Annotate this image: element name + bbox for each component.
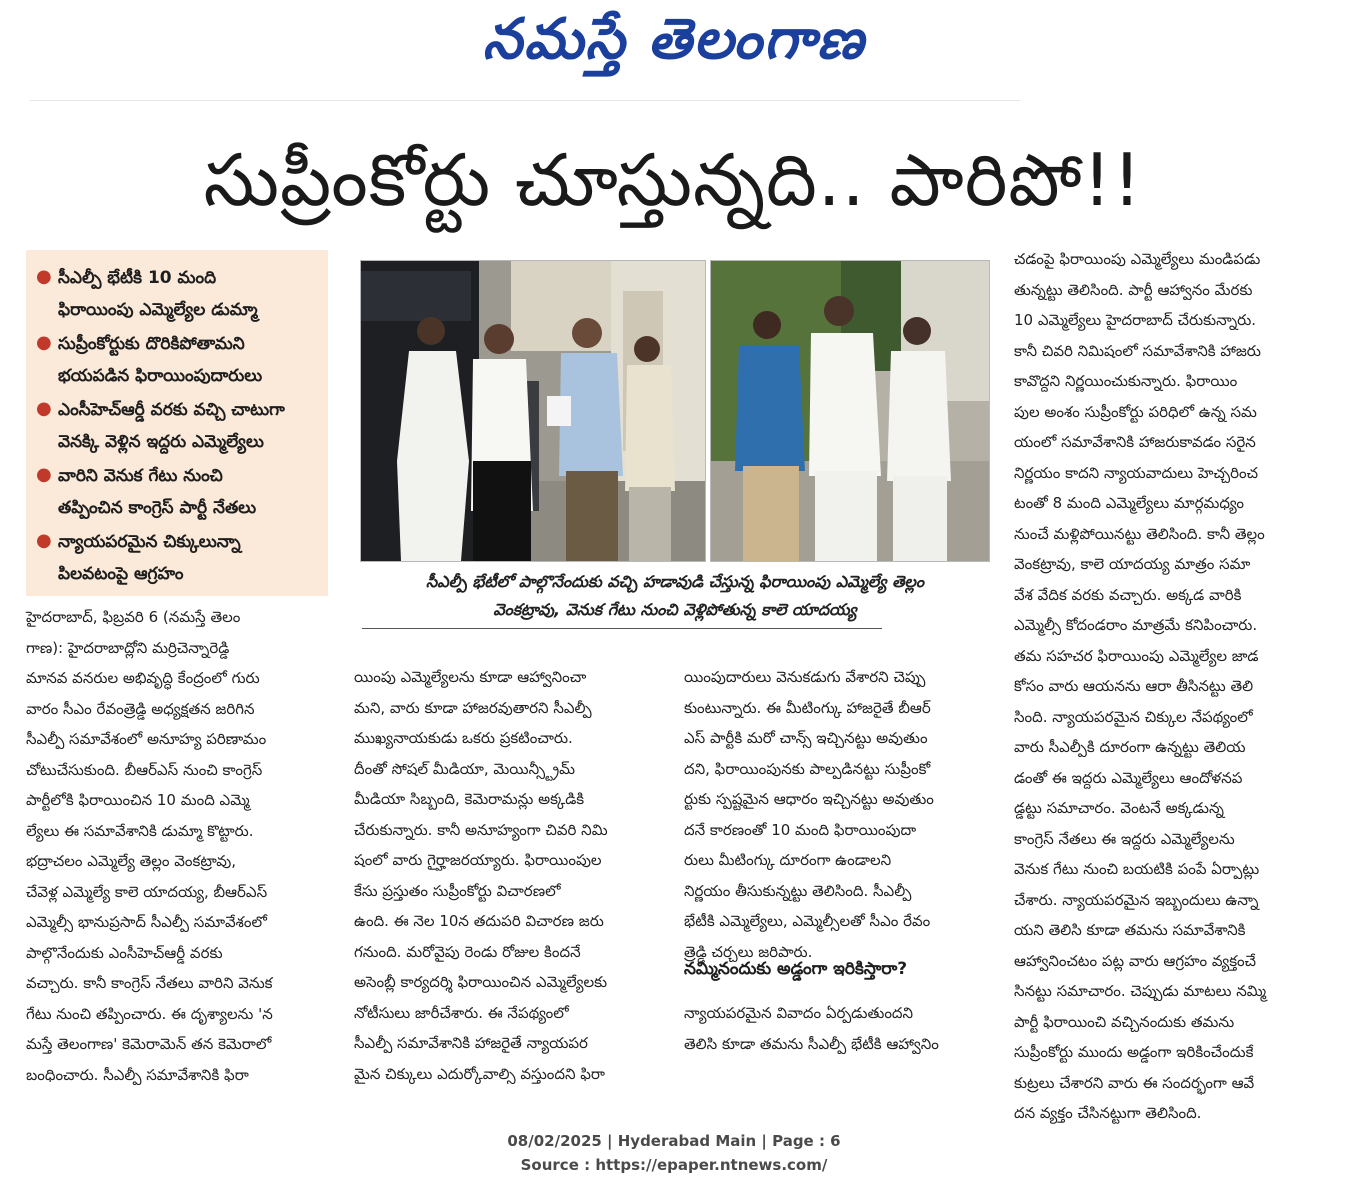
- text-line: గనుంది. మరోవైపు రెండు రోజుల కిందనే: [354, 942, 581, 961]
- text-line: చేశారు. న్యాయపరమైన ఇబ్బందులు ఉన్నా: [1014, 890, 1259, 909]
- newspaper-masthead-logo: నమస్తే తెలంగాణ: [482, 7, 866, 72]
- text-line: ర్టుకు స్పష్టమైన ఆధారం ఇచ్చినట్టు అవుతుం: [684, 790, 934, 808]
- highlight-line: ఎంసీహెచ్ఆర్డీ వరకు వచ్చి చాటుగా: [58, 400, 285, 420]
- text-line: టంతో 8 మంది ఎమ్మెల్యేలు మార్గమధ్యం: [1014, 494, 1244, 512]
- text-line: వారం సీఎం రేవంత్రెడ్డి అధ్యక్షతన జరిగిన: [26, 699, 255, 718]
- text-line: వెనుక గేటు నుంచి బయటికి పంపే ఏర్పాట్లు: [1014, 860, 1260, 878]
- article-subheading: నమ్మినందుకు అడ్డంగా ఇరికిస్తారా?: [684, 959, 908, 979]
- highlight-line: తప్పించిన కాంగ్రెస్ పార్టీ నేతలు: [58, 498, 257, 518]
- text-line: తున్నట్టు తెలిసింది. పార్టీ ఆహ్వానం మేరకు: [1014, 280, 1253, 299]
- text-line: ఎమ్మెల్సీ కోదండరాం మాత్రమే కనిపించారు.: [1014, 616, 1258, 634]
- news-photo-arrival: [360, 260, 706, 562]
- text-line: నుంచే మళ్లిపోయినట్టు తెలిసింది. కానీ తెల్లం: [1014, 524, 1265, 543]
- text-line: పుల అంశం సుప్రీంకోర్టు పరిధిలో ఉన్న సమ: [1014, 402, 1257, 421]
- text-line: మానవ వనరుల అభివృద్ధి కేంద్రంలో గురు: [26, 669, 260, 687]
- text-line: ల్యేలు ఈ సమావేశానికి డుమ్మా కొట్టారు.: [26, 821, 254, 840]
- text-line: షంలో వారు గైర్హాజరయ్యారు. ఫిరాయింపుల: [354, 851, 602, 869]
- source-link[interactable]: Source : https://epaper.ntnews.com/: [520, 1156, 828, 1174]
- text-line: సీఎల్పీ సమావేశానికి హాజరైతే న్యాయపర: [354, 1034, 588, 1052]
- text-line: దనే కారణంతో 10 మంది ఫిరాయింపుదా: [684, 820, 917, 839]
- text-line: మని, వారు కూడా హాజరవుతారని సీఎల్పీ: [354, 698, 592, 717]
- text-line: దన వ్యక్తం చేసినట్టుగా తెలిసింది.: [1014, 1104, 1202, 1122]
- text-line: అసెంబ్లీ కార్యదర్శి ఫిరాయించిన ఎమ్మెల్యేలకు: [354, 973, 608, 991]
- text-line: చోటుచేసుకుంది. బీఆర్ఎస్ నుంచి కాంగ్రెస్: [26, 760, 263, 779]
- text-line: దీంతో సోషల్ మీడియా, మెయిన్స్ట్రీమ్: [354, 759, 576, 778]
- text-line: నిర్ణయం తీసుకున్నట్టు తెలిసింది. సీఎల్పీ: [684, 881, 912, 900]
- highlight-line: న్యాయపరమైన చిక్కులున్నా: [58, 532, 241, 552]
- text-line: ఎస్ పార్టీకి మరో చాన్స్ ఇచ్చినట్టు అవుతుం: [684, 729, 928, 747]
- highlight-line: వారిని వెనుక గేటు నుంచి: [58, 466, 223, 486]
- text-line: మీడియా సిబ్బంది, కెమెరామన్లు అక్కడికి: [354, 790, 585, 808]
- text-line: పార్టీ ఫిరాయించి వచ్చినందుకు తమను: [1014, 1012, 1235, 1031]
- article-headline: సుప్రీంకోర్టు చూస్తున్నది.. పారిపో!!: [203, 138, 1143, 222]
- text-line: డ్డట్టు సమాచారం. వెంటనే అక్కడున్న: [1014, 799, 1224, 817]
- text-line: కోసం వారు ఆయనను ఆరా తీసినట్టు తెలి: [1014, 677, 1254, 695]
- news-photo-back-gate: [710, 260, 990, 562]
- photo-caption-line: వెంకట్రావు, వెనుక గేటు నుంచి వెళ్లిపోతున్న కాలె యాదయ్య: [493, 600, 857, 619]
- text-line: యింపుదారులు వెనుకడుగు వేశారని చెప్పు: [684, 668, 926, 686]
- text-line: న్యాయపరమైన వివాదం ఏర్పడుతుందని: [684, 1004, 914, 1022]
- text-line: భేటీకి ఎమ్మెల్యేలు, ఎమ్మెల్సీలతో సీఎం రేవం: [684, 912, 931, 930]
- text-line: హైదరాబాద్, ఫిబ్రవరి 6 (నమస్తే తెలం: [26, 608, 241, 626]
- text-line: యింపు ఎమ్మెల్యేలను కూడా ఆహ్వానించా: [354, 668, 587, 686]
- text-line: తెలిసి కూడా తమను సీఎల్పీ భేటీకి ఆహ్వానిం: [684, 1034, 939, 1053]
- photo-caption-line: సీఎల్పీ భేటీలో పాల్గొనేందుకు వచ్చి హడావుడి చేస్తున్న ఫిరాయింపు ఎమ్మెల్యే తెల్లం: [425, 572, 925, 591]
- text-line: ముఖ్యనాయకుడు ఒకరు ప్రకటించారు.: [354, 729, 573, 747]
- text-line: యని తెలిసి కూడా తమను సమావేశానికి: [1014, 921, 1246, 939]
- text-line: రులు మీటింగ్కు దూరంగా ఉండాలని: [684, 851, 892, 869]
- highlights-box: [26, 250, 328, 596]
- photo-scene-arrival: [361, 261, 705, 561]
- bullet-icon: ●: [36, 530, 52, 551]
- text-line: వెంకట్రావు, కాలె యాదయ్య మాత్రం సమా: [1014, 555, 1251, 573]
- highlight-line: భయపడిన ఫిరాయింపుదారులు: [58, 366, 263, 386]
- text-line: తమ సహచర ఫిరాయింపు ఎమ్మెల్యేల జాడ: [1014, 646, 1259, 665]
- text-line: కానీ చివరి నిమిషంలో సమావేశానికి హాజరు: [1014, 341, 1261, 360]
- text-line: సింది. న్యాయపరమైన చిక్కుల నేపథ్యంలో: [1014, 707, 1253, 726]
- text-line: ఆహ్వానించటం పట్ల వారు ఆగ్రహం వ్యక్తంచే: [1014, 951, 1257, 970]
- text-line: వచ్చారు. కానీ కాంగ్రెస్ నేతలు వారిని వెనుక: [26, 974, 273, 992]
- text-line: ఉంది. ఈ నెల 10న తదుపరి విచారణ జరు: [354, 912, 604, 930]
- text-line: చేవెళ్ల ఎమ్మెల్యే కాలె యాదయ్య, బీఆర్ఎస్: [26, 882, 268, 901]
- bullet-icon: ●: [36, 266, 52, 287]
- text-line: సుప్రీంకోర్టు ముందు అడ్డంగా ఇరికించేందుకే: [1014, 1043, 1254, 1061]
- caption-divider: [362, 628, 882, 629]
- text-line: గాణ): హైదరాబాద్లోని మర్రిచెన్నారెడ్డి: [26, 638, 230, 657]
- text-line: కేసు ప్రస్తుతం సుప్రీంకోర్టు విచారణలో: [354, 881, 561, 900]
- highlight-line: వెనక్కి వెళ్లిన ఇద్దరు ఎమ్మెల్యేలు: [58, 432, 264, 452]
- highlight-line: సీఎల్పీ భేటీకి 10 మంది: [58, 268, 217, 288]
- text-line: నోటీసులు జారీచేశారు. ఈ నేపథ్యంలో: [354, 1003, 569, 1022]
- text-line: చేరుకున్నారు. కానీ అనూహ్యంగా చివరి నిమి: [354, 820, 608, 839]
- highlight-line: పిలవటంపై ఆగ్రహం: [58, 564, 184, 584]
- text-line: పాల్గొనేందుకు ఎంసీహెచ్ఆర్డీ వరకు: [26, 943, 223, 962]
- text-line: భద్రాచలం ఎమ్మెల్యే తెల్లం వెంకట్రావు,: [26, 852, 237, 870]
- text-line: పార్టీలోకి ఫిరాయించిన 10 మంది ఎమ్మె: [26, 791, 250, 809]
- text-line: యంలో సమావేశానికి హాజరుకావడం సరైన: [1014, 433, 1256, 451]
- text-line: సినట్టు సమాచారం. చెప్పుడు మాటలు నమ్మి: [1014, 982, 1267, 1000]
- photo-scene-back-gate: [711, 261, 989, 561]
- text-line: బంధించారు. సీఎల్పీ సమావేశానికి ఫిరా: [26, 1065, 249, 1084]
- text-line: నిర్ణయం కాదని న్యాయవాదులు హెచ్చరించ: [1014, 463, 1259, 482]
- text-line: మైన చిక్కులు ఎదుర్కోవాల్సి వస్తుందని ఫిరా: [354, 1064, 605, 1083]
- text-line: మస్తే తెలంగాణ' కెమెరామెన్ తన కెమెరాలో: [26, 1035, 272, 1053]
- edition-info: 08/02/2025 | Hyderabad Main | Page : 6: [507, 1132, 841, 1150]
- text-line: వేశ వేదిక వరకు వచ్చారు. అక్కడ వారికి: [1014, 585, 1242, 604]
- text-line: చడంపై ఫిరాయింపు ఎమ్మెల్యేలు మండిపడు: [1014, 250, 1261, 268]
- bullet-icon: ●: [36, 332, 52, 353]
- bullet-icon: ●: [36, 464, 52, 485]
- text-line: కావొద్దని నిర్ణయించుకున్నారు. ఫిరాయిం: [1014, 372, 1238, 390]
- text-line: ఎమ్మెల్సీ భానుప్రసాద్ సీఎల్పీ సమావేశంలో: [26, 913, 267, 931]
- text-line: డంతో ఈ ఇద్దరు ఎమ్మెల్యేలు ఆందోళనప: [1014, 768, 1243, 787]
- text-line: వారు సీఎల్పీకి దూరంగా ఉన్నట్టు తెలియ: [1014, 738, 1246, 756]
- text-line: కుట్రలు చేశారని వారు ఈ సందర్భంగా ఆవే: [1014, 1073, 1255, 1092]
- text-line: గేటు నుంచి తప్పించారు. ఈ దృశ్యాలను 'న: [26, 1004, 273, 1023]
- highlight-line: ఫిరాయింపు ఎమ్మెల్యేల డుమ్మా: [58, 300, 258, 320]
- highlight-line: సుప్రీంకోర్టుకు దొరికిపోతామని: [58, 334, 245, 354]
- text-line: కుంటున్నారు. ఈ మీటింగ్కు హాజరైతే బీఆర్: [684, 698, 931, 717]
- text-line: దని, ఫిరాయింపునకు పాల్పడినట్టు సుప్రీంకో: [684, 759, 931, 778]
- text-line: త్రెడ్డి చర్చలు జరిపారు.: [684, 942, 813, 961]
- text-line: కాంగ్రెస్ నేతలు ఈ ఇద్దరు ఎమ్మెల్యేలను: [1014, 829, 1235, 848]
- bullet-icon: ●: [36, 398, 52, 419]
- masthead-divider: [30, 100, 1020, 101]
- text-line: 10 ఎమ్మెల్యేలు హైదరాబాద్ చేరుకున్నారు.: [1014, 311, 1257, 329]
- text-line: సీఎల్పీ సమావేశంలో అనూహ్య పరిణామం: [26, 730, 267, 748]
